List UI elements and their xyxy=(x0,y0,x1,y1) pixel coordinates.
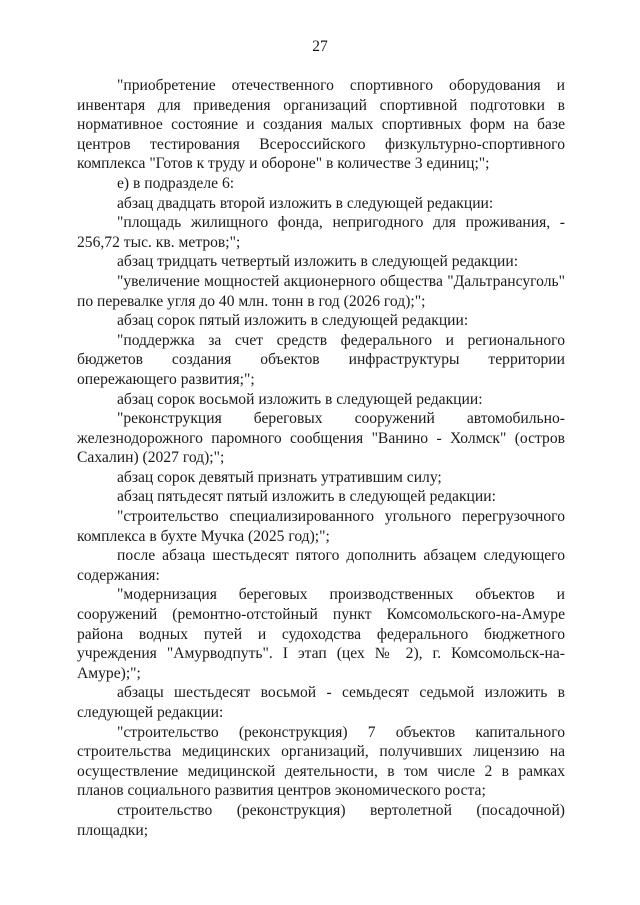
paragraph: "строительство специализированного угольного перегрузочного комплекса в бухте Мучка (2025 год);"; xyxy=(77,508,565,545)
paragraph: "приобретение отечественного спортивного оборудования и инвентаря для приведения организаций спортивной подготовки в нормативное состояние и создания малых спортивных форм на базе центров тестирования Всероссийского физкультурно-спортивного комплекса "Готов к труду и обороне" в количестве 3 единиц;"; xyxy=(77,77,565,173)
paragraph: "увеличение мощностей акционерного общества "Дальтрансуголь" по перевалке угля до 40 млн. тонн в год (2026 год);"; xyxy=(77,272,565,310)
paragraph: абзац тридцать четвертый изложить в следующей редакции: xyxy=(117,253,519,271)
paragraph: абзац сорок восьмой изложить в следующей редакции: xyxy=(117,390,483,408)
paragraph: абзацы шестьдесят восьмой - семьдесят седьмой изложить в следующей редакции: xyxy=(77,684,565,721)
page-number: 27 xyxy=(312,38,328,55)
paragraph: е) в подразделе 6: xyxy=(117,174,235,192)
paragraph: "модернизация береговых производственных объектов и сооружений (ремонтно-отстойный пункт Комсомольского-на-Амуре района водных путей и судоходства федерального бюджетного учреждения "Амурводпуть". I этап (цех № 2), г. Комсомольск-на-Амуре);"; xyxy=(77,586,565,682)
document-body xyxy=(77,76,565,840)
paragraph: строительство (реконструкция) вертолетной (посадочной) площадки; xyxy=(77,801,565,839)
paragraph: абзац сорок пятый изложить в следующей редакции: xyxy=(117,312,469,330)
paragraph: абзац пятьдесят пятый изложить в следующей редакции: xyxy=(117,488,496,506)
paragraph: после абзаца шестьдесят пятого дополнить абзацем следующего содержания: xyxy=(77,547,565,584)
paragraph: "реконструкция береговых сооружений автомобильно-железнодорожного паромного сообщения "Ванино - Холмск" (остров Сахалин) (2027 год);"; xyxy=(77,410,565,467)
paragraph: "площадь жилищного фонда, непригодного для проживания, - 256,72 тыс. кв. метров;"; xyxy=(77,214,565,251)
paragraph: абзац двадцать второй изложить в следующей редакции: xyxy=(117,194,494,212)
paragraph: абзац сорок девятый признать утратившим силу; xyxy=(117,468,442,486)
paragraph: "поддержка за счет средств федерального и регионального бюджетов создания объектов инфраструктуры территории опережающего развития;"; xyxy=(77,331,565,388)
paragraph: "строительство (реконструкция) 7 объектов капитального строительства медицинских организаций, получивших лицензию на осуществление медицинской деятельности, в том числе 2 в рамках планов социального развития центров экономического роста; xyxy=(77,723,565,800)
